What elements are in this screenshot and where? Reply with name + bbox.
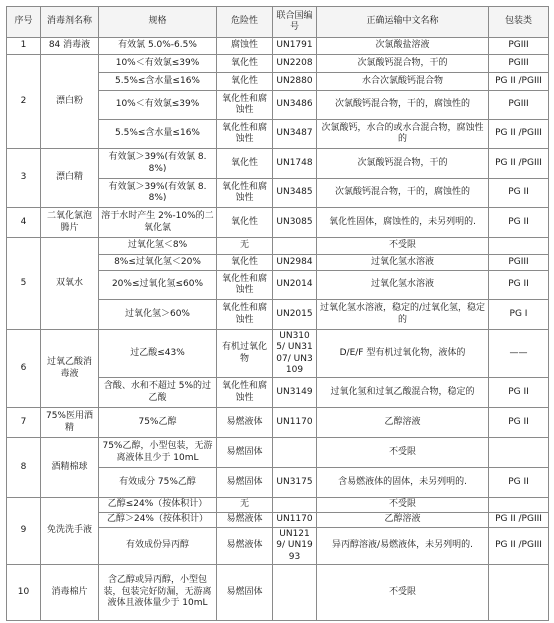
table-row <box>7 408 549 438</box>
cell-spec: 20%≤过氧化氢≤60% <box>99 271 217 300</box>
cell-un-number: UN2880 <box>273 73 317 91</box>
cell-packing-group: PG II /PGIII <box>489 513 549 528</box>
cell-hazard: 易燃液体 <box>217 528 273 565</box>
cell-spec: 75%乙醇 <box>99 408 217 438</box>
cell-spec: 10%＜有效氯≤39% <box>99 91 217 120</box>
cell-un-number <box>273 564 317 620</box>
cell-hazard: 无 <box>217 238 273 255</box>
cell-disinfectant-name: 84 消毒液 <box>41 38 99 55</box>
cell-spec: 75%乙醇，小型包装，无游离液体且少于 10mL <box>99 438 217 468</box>
cell-un-number: UN3486 <box>273 91 317 120</box>
cell-hazard: 有机过氧化物 <box>217 330 273 378</box>
cell-hazard: 易燃固体 <box>217 564 273 620</box>
cell-shipping-name: 过氧化氢和过氧乙酸混合物，稳定的 <box>317 378 489 408</box>
cell-spec: 过氧化氢＞60% <box>99 300 217 330</box>
cell-shipping-name: 次氯酸钙混合物，干的，腐蚀性的 <box>317 91 489 120</box>
cell-spec: 过乙酸≤43% <box>99 330 217 378</box>
header-un-number: 联合国编号 <box>273 7 317 38</box>
cell-shipping-name: 异丙醇溶液/易燃液体，未另列明的. <box>317 528 489 565</box>
cell-packing-group: PG II <box>489 208 549 238</box>
cell-un-number: UN2208 <box>273 55 317 73</box>
cell-spec: 乙醇≤24%（按体积计） <box>99 498 217 513</box>
cell-shipping-name: 次氯酸盐溶液 <box>317 38 489 55</box>
cell-disinfectant-name: 漂白粉 <box>41 55 99 149</box>
cell-un-number: UN3085 <box>273 208 317 238</box>
cell-hazard: 氧化性和腐蚀性 <box>217 120 273 149</box>
cell-spec: 乙醇＞24%（按体积计） <box>99 513 217 528</box>
cell-packing-group <box>489 238 549 255</box>
cell-un-number: UN1791 <box>273 38 317 55</box>
cell-spec: 10%＜有效氯≤39% <box>99 55 217 73</box>
cell-no: 9 <box>7 498 41 565</box>
cell-shipping-name: 水合次氯酸钙混合物 <box>317 73 489 91</box>
cell-un-number <box>273 238 317 255</box>
cell-shipping-name: 乙醇溶液 <box>317 513 489 528</box>
cell-shipping-name: 不受限 <box>317 438 489 468</box>
cell-shipping-name: 不受限 <box>317 498 489 513</box>
cell-no: 6 <box>7 330 41 408</box>
disinfectant-transport-table <box>6 6 549 621</box>
cell-no: 5 <box>7 238 41 330</box>
cell-packing-group: PG II <box>489 271 549 300</box>
cell-shipping-name: D/E/F 型有机过氧化物，液体的 <box>317 330 489 378</box>
cell-packing-group: PG II /PGIII <box>489 73 549 91</box>
cell-shipping-name: 过氧化氢水溶液 <box>317 271 489 300</box>
cell-spec: 有效氯 5.0%-6.5% <box>99 38 217 55</box>
cell-spec: 溶于水时产生 2%-10%的二氧化氯 <box>99 208 217 238</box>
cell-packing-group: PG II /PGIII <box>489 120 549 149</box>
cell-un-number: UN2015 <box>273 300 317 330</box>
cell-shipping-name: 不受限 <box>317 238 489 255</box>
cell-shipping-name: 次氯酸钙混合物，干的 <box>317 149 489 179</box>
cell-disinfectant-name: 漂白精 <box>41 149 99 208</box>
cell-spec: 5.5%≤含水量≤16% <box>99 120 217 149</box>
header-packing-group: 包装类 <box>489 7 549 38</box>
cell-packing-group <box>489 498 549 513</box>
cell-hazard: 氧化性和腐蚀性 <box>217 91 273 120</box>
cell-un-number <box>273 498 317 513</box>
header-name: 消毒剂名称 <box>41 7 99 38</box>
cell-packing-group: PGIII <box>489 91 549 120</box>
cell-packing-group: PG I <box>489 300 549 330</box>
table-row <box>7 55 549 73</box>
header-no: 序号 <box>7 7 41 38</box>
cell-no: 10 <box>7 564 41 620</box>
cell-hazard: 腐蚀性 <box>217 38 273 55</box>
cell-spec: 过氧化氢＜8% <box>99 238 217 255</box>
table-row <box>7 438 549 468</box>
cell-packing-group <box>489 564 549 620</box>
table-row <box>7 38 549 55</box>
cell-un-number: UN1219/ UN1993 <box>273 528 317 565</box>
cell-disinfectant-name: 二氧化氯泡腾片 <box>41 208 99 238</box>
cell-packing-group: PG II <box>489 179 549 208</box>
cell-disinfectant-name: 双氧水 <box>41 238 99 330</box>
cell-shipping-name: 次氯酸钙混合物，干的，腐蚀性的 <box>317 179 489 208</box>
cell-spec: 有效成分 75%乙醇 <box>99 468 217 498</box>
cell-spec: 有效氯＞39%(有效氯 8.8%) <box>99 149 217 179</box>
cell-un-number: UN1748 <box>273 149 317 179</box>
cell-un-number: UN3175 <box>273 468 317 498</box>
table-row <box>7 149 549 179</box>
cell-un-number: UN1170 <box>273 408 317 438</box>
cell-un-number: UN2984 <box>273 255 317 271</box>
cell-packing-group: PG II <box>489 468 549 498</box>
table-row <box>7 564 549 620</box>
cell-hazard: 氧化性 <box>217 149 273 179</box>
table-body <box>7 38 549 621</box>
table-header-row <box>7 7 549 38</box>
cell-shipping-name: 不受限 <box>317 564 489 620</box>
cell-spec: 含酸、水和不超过 5%的过乙酸 <box>99 378 217 408</box>
cell-disinfectant-name: 消毒棉片 <box>41 564 99 620</box>
cell-spec: 8%≤过氧化氢＜20% <box>99 255 217 271</box>
cell-hazard: 无 <box>217 498 273 513</box>
cell-packing-group: PG II <box>489 408 549 438</box>
cell-hazard: 氧化性 <box>217 55 273 73</box>
cell-disinfectant-name: 酒精棉球 <box>41 438 99 498</box>
cell-shipping-name: 氧化性固体，腐蚀性的，未另列明的. <box>317 208 489 238</box>
cell-shipping-name: 乙醇溶液 <box>317 408 489 438</box>
cell-shipping-name: 过氧化氢水溶液 <box>317 255 489 271</box>
cell-no: 3 <box>7 149 41 208</box>
cell-hazard: 氧化性 <box>217 73 273 91</box>
cell-hazard: 易燃固体 <box>217 468 273 498</box>
cell-un-number <box>273 438 317 468</box>
cell-hazard: 氧化性 <box>217 255 273 271</box>
cell-disinfectant-name: 免洗洗手液 <box>41 498 99 565</box>
cell-packing-group <box>489 438 549 468</box>
cell-hazard: 氧化性和腐蚀性 <box>217 300 273 330</box>
cell-packing-group: PGIII <box>489 255 549 271</box>
cell-un-number: UN3487 <box>273 120 317 149</box>
cell-shipping-name: 含易燃液体的固体，未另列明的. <box>317 468 489 498</box>
cell-packing-group: PGIII <box>489 38 549 55</box>
table-row <box>7 330 549 378</box>
table-row <box>7 238 549 255</box>
cell-no: 1 <box>7 38 41 55</box>
header-shipping-name: 正确运输中文名称 <box>317 7 489 38</box>
cell-un-number: UN1170 <box>273 513 317 528</box>
cell-shipping-name: 次氯酸钙混合物，干的 <box>317 55 489 73</box>
cell-spec: 含乙醇或异丙醇，小型包装，包装完好防漏，无游离液体且液体量少于 10mL <box>99 564 217 620</box>
cell-un-number: UN3485 <box>273 179 317 208</box>
cell-packing-group: —— <box>489 330 549 378</box>
table-row <box>7 498 549 513</box>
cell-hazard: 氧化性和腐蚀性 <box>217 378 273 408</box>
cell-packing-group: PG II <box>489 378 549 408</box>
cell-no: 2 <box>7 55 41 149</box>
cell-spec: 有效成份异丙醇 <box>99 528 217 565</box>
table-row <box>7 208 549 238</box>
cell-spec: 有效氯＞39%(有效氯 8.8%) <box>99 179 217 208</box>
cell-hazard: 易燃固体 <box>217 438 273 468</box>
cell-un-number: UN3105/ UN3107/ UN3109 <box>273 330 317 378</box>
cell-shipping-name: 次氯酸钙，水合的或水合混合物，腐蚀性的 <box>317 120 489 149</box>
cell-hazard: 氧化性和腐蚀性 <box>217 179 273 208</box>
header-spec: 规格 <box>99 7 217 38</box>
document <box>6 6 548 621</box>
cell-disinfectant-name: 过氧乙酸消毒液 <box>41 330 99 408</box>
cell-no: 8 <box>7 438 41 498</box>
cell-packing-group: PGIII <box>489 55 549 73</box>
cell-hazard: 氧化性 <box>217 208 273 238</box>
cell-no: 4 <box>7 208 41 238</box>
cell-packing-group: PG II /PGIII <box>489 149 549 179</box>
cell-hazard: 氧化性和腐蚀性 <box>217 271 273 300</box>
cell-shipping-name: 过氧化氢水溶液，稳定的/过氧化氢，稳定的 <box>317 300 489 330</box>
cell-no: 7 <box>7 408 41 438</box>
cell-un-number: UN3149 <box>273 378 317 408</box>
cell-packing-group: PG II /PGIII <box>489 528 549 565</box>
cell-spec: 5.5%≤含水量≤16% <box>99 73 217 91</box>
cell-hazard: 易燃液体 <box>217 513 273 528</box>
cell-disinfectant-name: 75%医用酒精 <box>41 408 99 438</box>
cell-hazard: 易燃液体 <box>217 408 273 438</box>
header-hazard: 危险性 <box>217 7 273 38</box>
cell-un-number: UN2014 <box>273 271 317 300</box>
